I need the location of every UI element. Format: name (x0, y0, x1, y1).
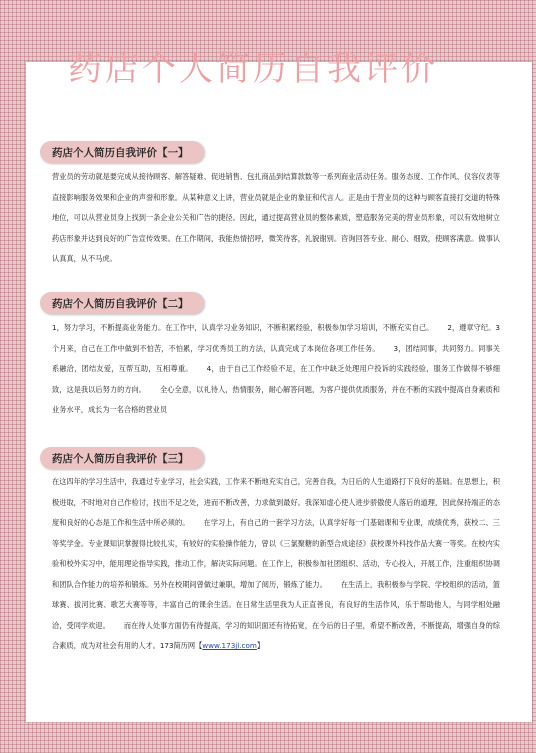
paragraph: 而在待人处事方面仍有待提高，学习的知识面还有待拓宽，在今后的日子里，希望不断改善，不断提高，增强自身的综合素质，成为对社会有用的人才。173简历网【 (52, 620, 500, 650)
page-title: 药店个人简历自我评价 (68, 49, 438, 89)
paragraph: 4，由于自己工作经验不足，在工作中缺乏处理用户投诉的实践经验，服务工作做得不够细致，这是我以后努力的方向。 (52, 364, 500, 394)
section-1-body (52, 167, 500, 270)
paragraph: 1，努力学习，不断提高业务能力。在工作中，认真学习业务知识，不断积累经验，积极参加学习培训，不断充实自己。 (52, 323, 434, 332)
section-heading-label: 药店个人简历自我评价【二】 (52, 297, 189, 310)
section-heading-2 (40, 292, 204, 314)
paragraph: 3，团结同事，共同努力。同事关系融洽，团结友爱，互帮互助，互相尊重。 (52, 343, 500, 373)
paragraph: 2，遵章守纪。3个月来，自己在工作中做到不怕苦，不怕累，学习优秀员工的方法，认真完成了本岗位各项工作任务。 (52, 323, 500, 353)
paragraph: 在这四年的学习生活中，我通过专业学习，社会实践，工作来不断地充实自己，完善自我，为日后的人生道路打下良好的基础。在思想上，积极进取，不时地对自己作检讨，找出不足之处，进而不断改善，力求做到最好。我深知虚心使人进步骄傲使人落后的道理，因此保持端正的态度和良好的心态是工作和生活中所必须的。 (52, 477, 500, 527)
paragraph: 在学习上，有自己的一套学习方法，认真学好每一门基础课和专业课，成绩优秀，获校二、三等奖学金。专业课知识掌握得比较扎实，有较好的实验操作能力，曾以《三氯聚糖的新型合成途径》获校课外科技作品大赛一等奖。在校内实验和校外实习中，能用理论指导实践，推动工作，解决实际问题。在工作上，积极参加社团组织、活动，专心投入，开展工作，注重组织协调和团队合作能力的培养和锻炼。另外在校期间曾做过兼职，增加了阅历，锻炼了能力。 (52, 518, 500, 589)
section-heading-label: 药店个人简历自我评价【一】 (52, 146, 189, 159)
section-2-body (52, 318, 500, 421)
paragraph: 全心全意，以礼待人，热情服务，耐心解答问题，为客户提供优质服务，并在不断的实践中提高自身素质和业务水平，成长为一名合格的营业员 (52, 384, 500, 414)
site-link[interactable]: www.173jl.com (202, 641, 257, 650)
section-3-body (52, 472, 500, 657)
closing-bracket: 】 (256, 641, 265, 650)
paragraph: 在生活上，我积极参与学院、学校组织的活动，篮球赛、拔河比赛、歌艺大赛等等，丰富自己的课余生活。在日常生活里我为人正直善良，有良好的生活作风，乐于帮助他人，与同学相处融洽，受同学欢迎。 (52, 579, 500, 630)
section-heading-3 (40, 447, 204, 469)
section-heading-1 (40, 141, 204, 163)
paragraph: 营业员的劳动就是要完成从接待顾客、解答疑难、促进销售、包扎商品到结算款数等一系列商业活动任务。服务态度、工作作风、仪容仪表等直接影响服务效果和企业的声誉和形象。从某种意义上讲，营业员就是企业的象征和代言人。正是由于营业员的这种与顾客直接打交道的特殊地位，可以从营业员身上找到一条企业公关和广告的捷径。因此，通过提高营业员的整体素质，塑造服务完美的营业员形象，可以有效地树立药店形象并达到良好的广告宣传效果。在工作期间，我能热情招呼，微笑待客，礼貌谢别。咨询回答专业、耐心、细致，使顾客满意。做事认认真真，从不马虎。 (52, 172, 500, 263)
section-heading-label: 药店个人简历自我评价【三】 (52, 452, 189, 465)
